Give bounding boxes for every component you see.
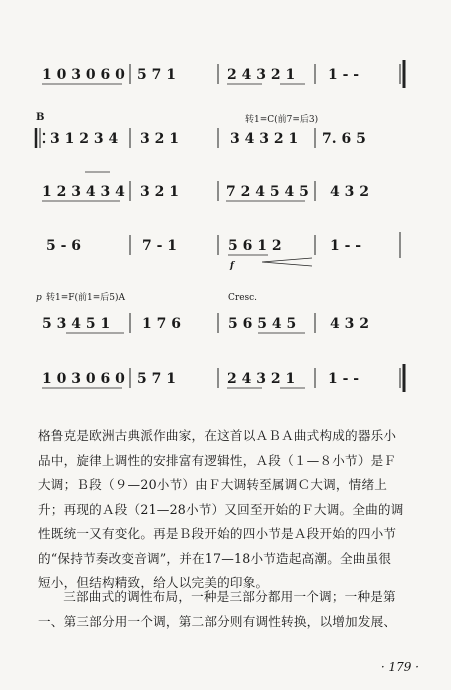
measure: 2 4 3 2 1 <box>227 371 296 387</box>
measure: 5 7 1 <box>137 67 176 83</box>
measure: 1 7 6 <box>142 316 181 332</box>
text-line: 性既统一又有变化。再是Ｂ段开始的四小节是Ａ段开始的四小节 <box>38 526 397 541</box>
measure: 1 2 3 4 3 4 <box>42 184 125 200</box>
measure: 3 2 1 <box>140 184 179 200</box>
measure: 7 - 1 <box>142 238 178 254</box>
measure: 4 3 2 <box>330 184 369 200</box>
measure: 7. 6 5 <box>322 131 366 147</box>
measure: 2 4 3 2 1 <box>227 67 296 83</box>
page-number: · 179 · <box>380 660 419 674</box>
text-line: 品中，旋律上调性的安排富有逻辑性，Ａ段（１—８小节）是Ｆ <box>38 452 397 468</box>
measure: 3 4 3 2 1 <box>230 131 299 147</box>
score-system-5 <box>36 291 369 333</box>
measure: 1 - - <box>330 238 362 254</box>
key-change-annotation: 转1=F(前1=后5)A <box>46 293 126 303</box>
measure: 4 3 2 <box>330 316 369 332</box>
section-label-b: B <box>36 112 45 123</box>
measure: 5 6 5 4 5 <box>228 316 297 332</box>
score-system-4 <box>46 232 400 271</box>
measure: 5 7 1 <box>137 371 176 387</box>
score-system-2 <box>36 112 366 148</box>
text-line: 一、第三部分用一个调，第二部分则有调性转换，以增加发展、 <box>38 613 397 629</box>
score-system-1 <box>42 60 404 88</box>
score-system-3 <box>42 172 369 201</box>
measure: 5 3 4 5 1 <box>42 316 111 332</box>
measure: 1 0 3 0 6 0 <box>42 371 125 387</box>
ternary-form-paragraph <box>38 585 410 634</box>
measure: 7 2 4 5 4 5 <box>226 184 309 200</box>
analysis-paragraph <box>38 424 410 596</box>
measure: 1 - - <box>328 67 360 83</box>
text-line: 的“保持节奏改变音调”，并在17—18小节造起高潮。全曲虽很 <box>38 550 392 566</box>
measure: 3 2 1 <box>140 131 179 147</box>
measure: 3 1 2 3 4 <box>50 131 119 147</box>
text-line: 短小，但结构精致，给人以完美的印象。 <box>38 575 269 590</box>
key-change-annotation: 转1=C(前7=后3) <box>245 115 319 125</box>
measure: 5 6 1 2 <box>228 238 282 254</box>
text-line: 三部曲式的调性布局，一种是三部分都用一个调；一种是第 <box>63 589 396 604</box>
text-line: 升；再现的Ａ段（21—28小节）又回至开始的Ｆ大调。全曲的调 <box>38 501 404 517</box>
dynamic-mark: f <box>230 261 234 271</box>
text-line: 格鲁克是欧洲古典派作曲家，在这首以ＡＢＡ曲式构成的器乐小 <box>38 428 397 443</box>
measure: 1 0 3 0 6 0 <box>42 67 125 83</box>
measure: 1 - - <box>328 371 360 387</box>
dynamic-mark: p <box>36 293 42 303</box>
score-system-6 <box>42 364 404 392</box>
text-line: 大调；Ｂ段（９—20小节）由Ｆ大调转至属调Ｃ大调，情绪上 <box>38 477 388 492</box>
measure: 5 - 6 <box>46 238 82 254</box>
crescendo-mark: Cresc. <box>228 293 258 303</box>
